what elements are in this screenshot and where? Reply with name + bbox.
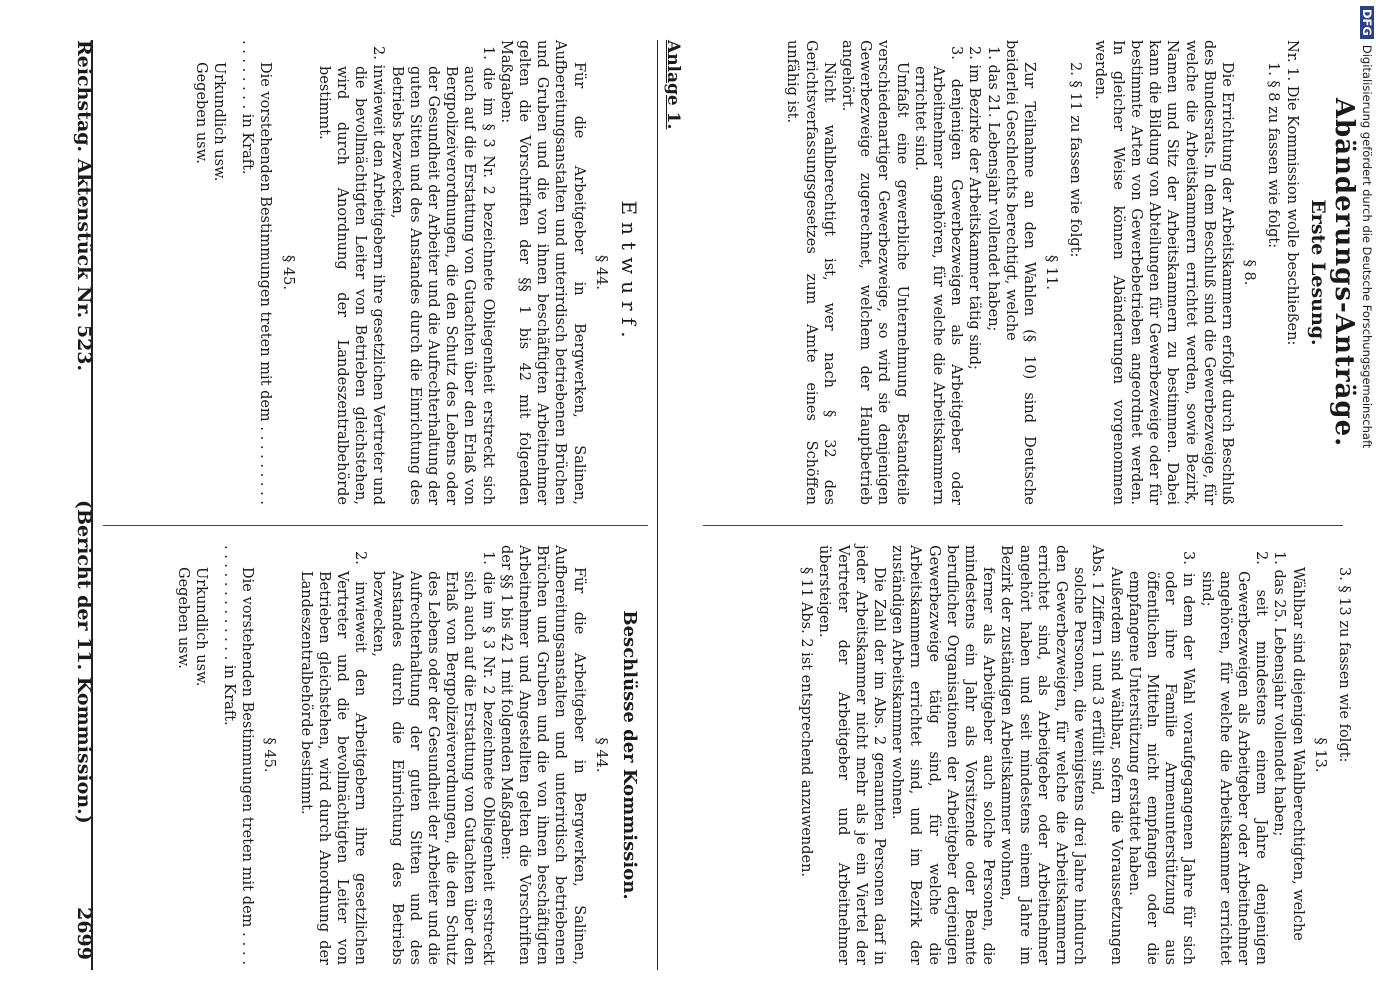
beschluesse-section-45: § 45. <box>261 737 278 773</box>
anlage-title: Abänderungs-Anträge. <box>1329 97 1359 448</box>
beschluesse-closing-2: Gegeben usw. <box>174 567 191 669</box>
dfg-credit <box>1352 6 1382 996</box>
half-divider <box>657 40 658 970</box>
section-8-text: Die Errichtung der Arbeitskammern erfolgt durch Beschluß des Bundesrats. In dem Beschluß sind die Gewerbezweige, für welche die Arbeitskammern errichtet werden, sowie Bezirk, Namen und Sitz der Arbeitskammern zu bestimmen. Dabei kann die Bildung von Abteilungen für Gewerbezweige oder für bestimmte Arten von Gewerbebetrieben angeordnet werden. In gleicher Weise können Abänderungen vorgenommen werden. <box>1091 40 1235 505</box>
entwurf-intro: Für die Arbeitgeber in Bergwerken, Salinen, Aufbereitungsanstalten und unterirdisch betriebenen Brüchen und Gruben und die von ihnen beschäftigten Arbeitnehmer gelten die Vorschriften der §§ 1 bis 42 mit folgenden Maßgaben: <box>497 40 587 505</box>
antrag-nr-1: Nr. 1. Die Kommission wolle beschließen: <box>1283 40 1300 346</box>
section-11-item-1: 1. das 21. Lebensjahr vollendet haben; <box>984 46 1001 332</box>
section-11: § 11. <box>1043 255 1060 290</box>
anlage-label: Anlage 1. <box>663 40 683 130</box>
entwurf-section-45: § 45. <box>279 255 296 290</box>
entwurf-final: Die vorstehenden Bestimmungen treten mit dem . . . . . . . . . . . . . . . . . in Kraft. <box>239 40 274 505</box>
antrag-item-2: 2. § 11 zu fassen wie folgt: <box>1067 62 1084 258</box>
section-8: § 8. <box>1241 259 1258 286</box>
section-13-intro: Wählbar sind diejenigen Wahlberechtigten, welche <box>1289 567 1306 941</box>
beschluesse-heading: Beschlüsse der Kommission. <box>619 610 640 900</box>
section-11-p3: Nicht wahlberechtigt ist, wer nach § 32 des Gerichtsverfassungsgesetzes zum Amte eines Schöffen unfähig ist. <box>784 40 837 505</box>
entwurf-closing-2: Gegeben usw. <box>192 62 209 164</box>
anlage-right-column <box>797 545 1353 965</box>
beschluesse-intro: Für die Arbeitgeber in Bergwerken, Salinen, Aufbereitungsanstalten und unterirdisch betriebenen Brüchen und Gruben und die von ihnen beschäftigten Arbeitnehmer und Angestellten gelten die Vorschriften der §§ 1 bis 42 1 mit folgenden Maßgaben: <box>497 545 587 965</box>
header-right: (Bericht der 11. Kommission.) <box>73 500 95 824</box>
entwurf-item-1: 1. die im § 3 Nr. 2 bezeichnete Obliegenheit erstreckt sich auch auf die Erstattung von Gutachten über den Erlaß von Bergpolizeiverordnungen, die den Schutz des Lebens oder der Gesundheit der Arbeiter und die Aufrechterhaltung der guten Sitten und des Anstandes durch die Einrichtung des Betriebs bezwecken, <box>388 46 496 505</box>
column-divider <box>103 525 648 526</box>
beschluesse-column <box>173 545 638 965</box>
anlage-left-column <box>783 40 1359 505</box>
section-13-item-3: 3. in dem der Wahl voraufgegangenen Jahre für sich oder ihre Familie Armenunterstützung aus öffentlichen Mitteln nicht empfangen oder die empfangene Unterstützung erstattet haben. <box>1125 551 1197 965</box>
section-13-p3: solche Personen, die wenigstens drei Jahre hindurch den Gewerbezweigen, für welche die Arbeitskammern errichtet sind, als Arbeitgeber oder Arbeitnehmer angehört haben und seit mindestens einem Jahre im Bezirk der zuständigen Arbeitskammer wohnen, <box>998 545 1088 965</box>
entwurf-heading: Entwurf. <box>617 200 641 345</box>
entwurf-closing-1: Urkundlich usw. <box>210 62 227 182</box>
page-number: 2699 <box>73 907 95 960</box>
anlage-subtitle: Erste Lesung. <box>1306 199 1329 346</box>
entwurf-section-44: § 44. <box>592 255 609 290</box>
section-13-p6: § 11 Abs. 2 ist entsprechend anzuwenden. <box>798 567 815 878</box>
beschluesse-item-2: 2. inwieweit den Arbeitgebern ihre gesetzlichen Vertreter und die bevollmächtigten Leiter von Betrieben gleichstehen, wird durch Anordnung der Landeszentralbehörde bestimmt. <box>297 551 369 966</box>
header-left: Reichstag. Aktenstück Nr. 523. <box>73 40 95 372</box>
section-13: § 13. <box>1311 737 1328 773</box>
section-13-p4: ferner als Arbeitgeber auch solche Personen, die mindestens ein Jahr als Vorsitzende oder Beamte beruflicher Organisationen der Arbeitgeber derjenigen Gewerbezweige tätig sind, für welche die Arbeitskammern errichtet sind, und im Bezirk der zuständigen Arbeitskammer wohnen. <box>889 545 997 965</box>
section-13-p5: Die Zahl der im Abs. 2 genannten Personen darf in jeder Arbeitskammer nicht mehr als je ein Viertel der Vertreter der Arbeitgeber und Arbeitnehmer übersteigen. <box>816 545 887 965</box>
anlage-column-divider <box>703 525 1343 526</box>
section-11-p2: Umfaßt eine gewerbliche Unternehmung Bestandteile verschiedenartiger Gewerbezweige, so wird sie denjenigen Gewerbezweige zugerechnet, welchem der Hauptbetrieb angehört. <box>838 40 910 505</box>
section-11-intro: Zur Teilnahme an den Wahlen (§ 10) sind Deutsche beiderlei Geschlechts berechtigt, welche <box>1002 40 1037 505</box>
dfg-logo: DFG <box>1360 6 1374 39</box>
dfg-credit-text: Digitalisierung gefördert durch die Deutsche Forschungsgemeinschaft <box>1360 44 1374 449</box>
entwurf-column <box>192 40 641 505</box>
entwurf-item-2: 2. inwieweit den Arbeitgebern ihre gesetzlichen Vertreter und die bevollmächtigten Leiter von Betrieben gleichstehen, wird durch Anordnung der Landeszentralbehörde bestimmt. <box>315 46 387 505</box>
beschluesse-final: Die vorstehenden Bestimmungen treten mit dem . . . . . . . . . . . . . . . . . in Kraft. <box>220 545 256 965</box>
section-13-p2: Außerdem sind wählbar, sofern die Voraussetzungen Abs. 1 Ziffern 1 und 3 erfüllt sind, <box>1089 545 1124 965</box>
section-11-item-3: 3. denjenigen Gewerbezweigen als Arbeitgeber oder Arbeitnehmer angehören, für welche die Arbeitskammern errichtet sind. <box>911 46 965 505</box>
antrag-item-1: 1. § 8 zu fassen wie folgt: <box>1265 62 1282 249</box>
beschluesse-section-44: § 44. <box>592 737 609 773</box>
section-11-item-2: 2. im Bezirke der Arbeitskammer tätig sind; <box>966 46 983 370</box>
section-13-item-1: 1. das 25. Lebensjahr vollendet haben; <box>1271 551 1288 837</box>
antrag-item-3: 3. § 13 zu fassen wie folgt: <box>1336 567 1352 763</box>
beschluesse-closing-1: Urkundlich usw. <box>192 567 209 687</box>
header-rule <box>91 40 93 970</box>
section-13-item-2: 2. seit mindestens einem Jahre denjenigen Gewerbezweigen als Arbeitgeber oder Arbeitnehmer angehören, für welche die Arbeitskammer errichtet sind; <box>1198 551 1270 965</box>
beschluesse-item-1: 1. die im § 3 Nr. 2 bezeichnete Obliegenheit erstreckt sich auch auf die Erstattung von Gutachten über den Erlaß von Bergpolizeiverordnungen, die den Schutz des Lebens oder der Gesundheit der Arbeiter und die Aufrechterhaltung der guten Sitten und des Anstandes durch die Einrichtung des Betriebs bezwecken, <box>370 551 496 966</box>
